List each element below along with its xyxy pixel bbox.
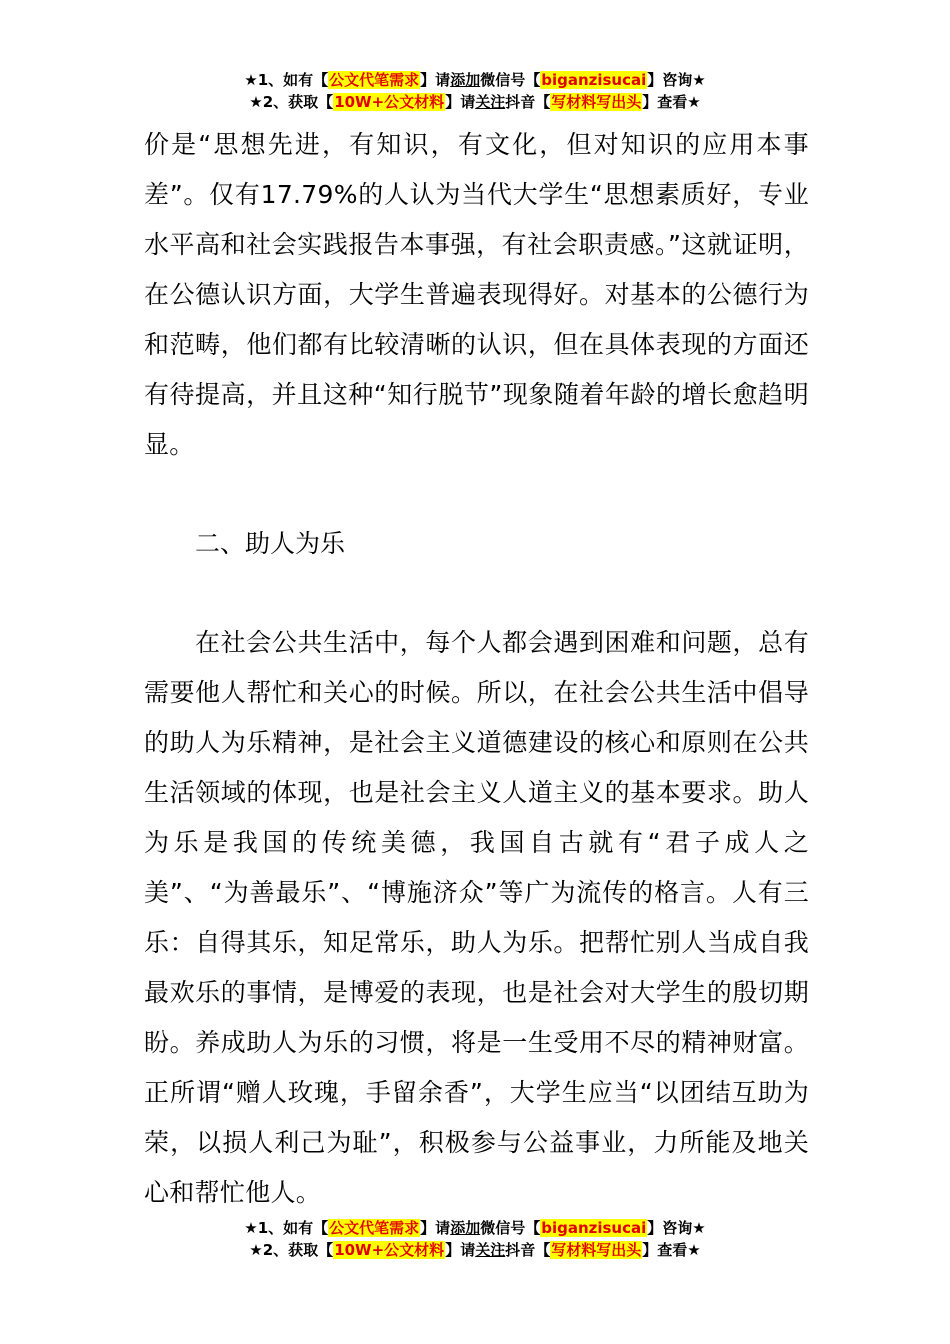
banner-text: 】请 (445, 93, 476, 111)
paragraph-helping-others: 在社会公共生活中，每个人都会遇到困难和问题，总有需要他人帮忙和关心的时候。所以，在社会公共生活中倡导的助人为乐精神，是社会主义道德建设的核心和原则在公共生活领域的体现，也是社会主义人道主义的基本要求。助人为乐是我国的传统美德，我国自古就有“君子成人之美”、“为善最乐”、“博施济众”等广为流传的格言。人有三乐：自得其乐，知足常乐，助人为乐。把帮忙别人当成自我最欢乐的事情，是博爱的表现，也是社会对大学生的殷切期盼。养成助人为乐的习惯，将是一生受用不尽的精神财富。正所谓“赠人玫瑰，手留余香”，大学生应当“以团结互助为荣，以损人利己为耻”，积极参与公益事业，力所能及地关心和帮忙他人。 (144, 628, 809, 1207)
banner-line-1 (0, 69, 950, 91)
banner-text: 】请 (420, 1219, 451, 1237)
highlight-douyin-account: 写材料写出头 (551, 1241, 642, 1259)
highlight-wechat-id: biganzisucai (541, 71, 647, 89)
banner-text: 】查看★ (642, 93, 701, 111)
underlined-text: 关注 (475, 93, 506, 111)
underlined-text: 添加 (450, 1219, 481, 1237)
banner-text: 】查看★ (642, 1241, 701, 1259)
document-body (144, 120, 809, 1218)
highlight-service: 公文代笔需求 (329, 71, 420, 89)
highlight-materials: 10W+公文材料 (334, 93, 445, 111)
banner-text: 】咨询★ (647, 71, 706, 89)
banner-text: 抖音【 (505, 93, 551, 111)
paragraph-continued: 价是“思想先进，有知识，有文化，但对知识的应用本事差”。仅有17.79%的人认为当代大学生“思想素质好，专业水平高和社会实践报告本事强，有社会职责感。”这就证明，在公德认识方面，大学生普遍表现得好。对基本的公德行为和范畴，他们都有比较清晰的认识，但在具体表现的方面还有待提高，并且这种“知行脱节”现象随着年龄的增长愈趋明显。 (144, 130, 809, 459)
underlined-text: 关注 (475, 1241, 506, 1259)
underlined-text: 添加 (450, 71, 481, 89)
banner-line-1 (0, 1217, 950, 1239)
banner-text: 】请 (445, 1241, 476, 1259)
banner-line-2 (0, 91, 950, 113)
highlight-douyin-account: 写材料写出头 (551, 93, 642, 111)
banner-text: 】咨询★ (647, 1219, 706, 1237)
paragraph-gap (144, 470, 809, 519)
banner-text: 微信号【 (480, 1219, 541, 1237)
highlight-service: 公文代笔需求 (329, 1219, 420, 1237)
banner-text: ★1、如有【 (244, 1219, 329, 1237)
highlight-materials: 10W+公文材料 (334, 1241, 445, 1259)
banner-text: ★2、获取【 (249, 1241, 334, 1259)
paragraph-gap (144, 569, 809, 618)
banner-text: ★2、获取【 (249, 93, 334, 111)
banner-text: 抖音【 (505, 1241, 551, 1259)
footer-banner (0, 1217, 950, 1261)
banner-text: 微信号【 (480, 71, 541, 89)
banner-line-2 (0, 1239, 950, 1261)
banner-text: 】请 (420, 71, 451, 89)
highlight-wechat-id: biganzisucai (541, 1219, 647, 1237)
header-banner (0, 69, 950, 113)
section-heading: 二、助人为乐 (195, 529, 346, 558)
banner-text: ★1、如有【 (244, 71, 329, 89)
